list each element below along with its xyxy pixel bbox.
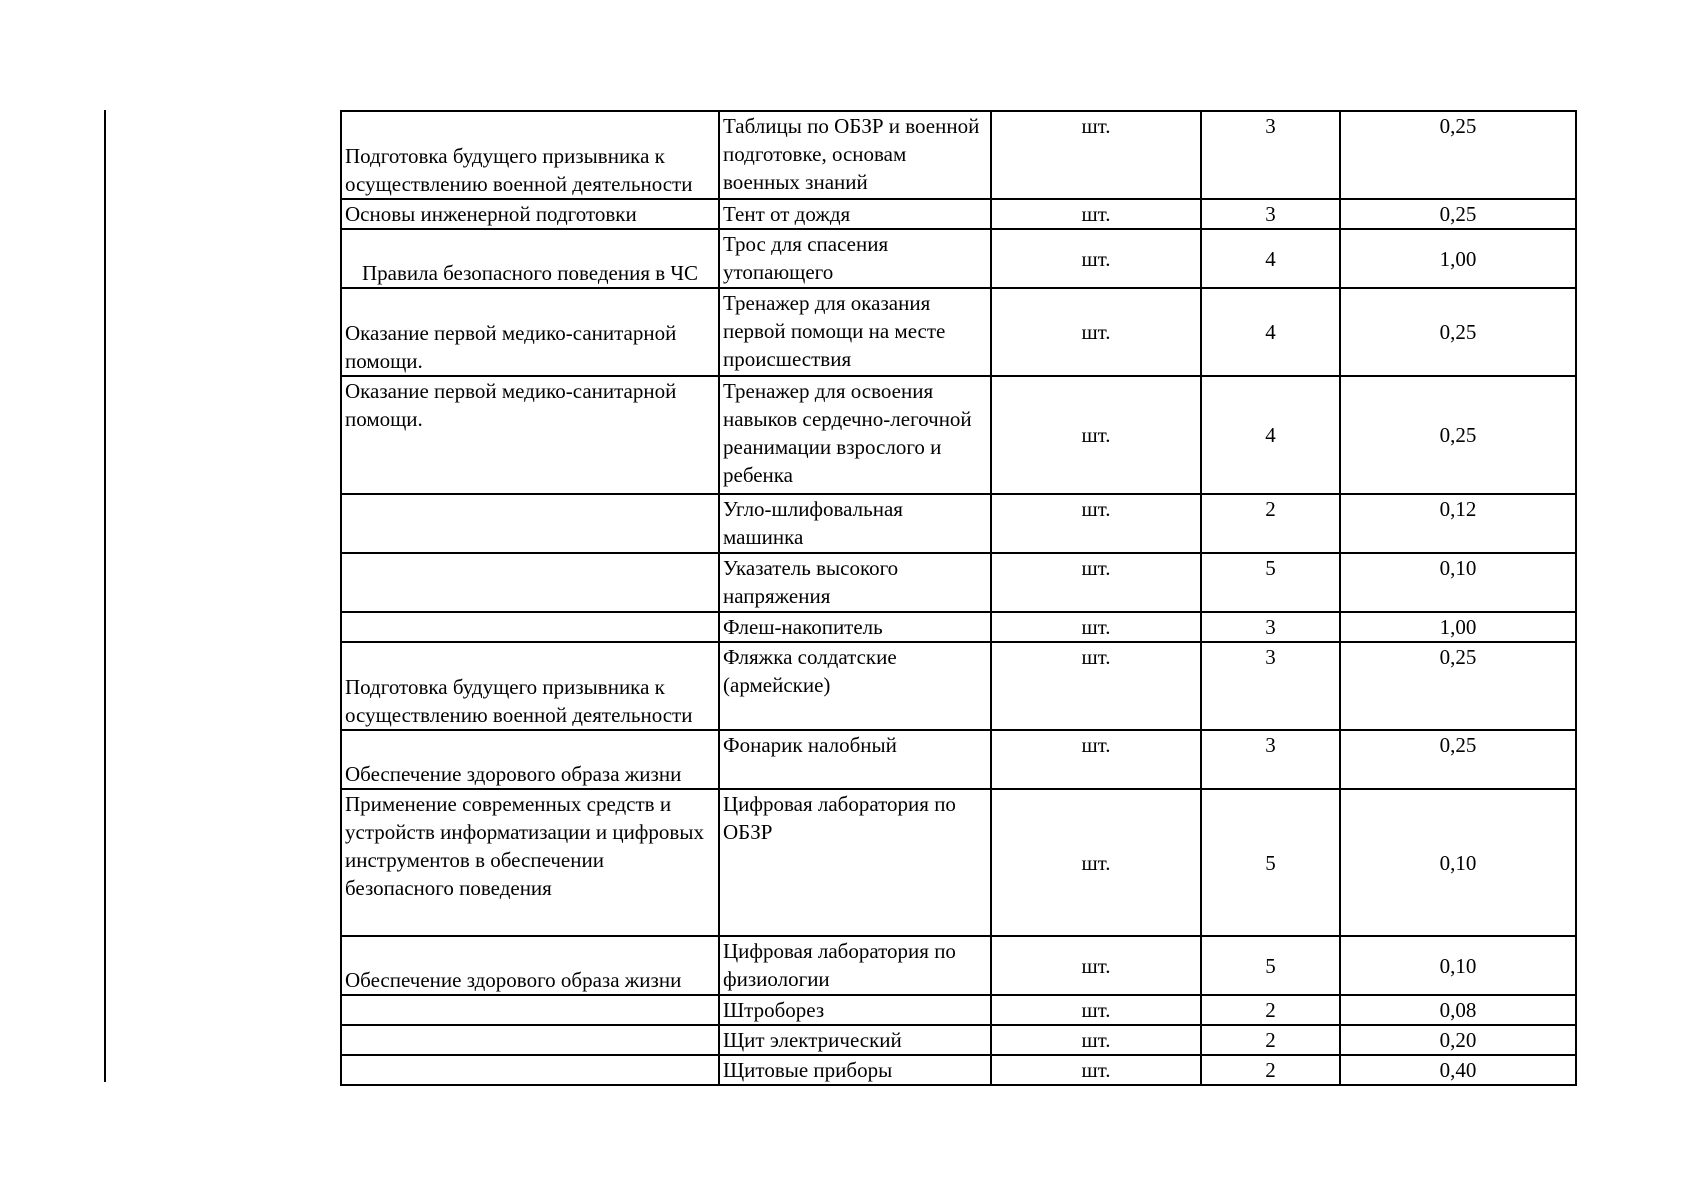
unit-cell: шт.	[991, 229, 1201, 288]
section-cell	[341, 553, 719, 612]
table-row	[341, 612, 1576, 642]
unit-cell: шт.	[991, 376, 1201, 494]
unit-cell: шт.	[991, 1025, 1201, 1055]
coefficient-cell: 0,20	[1340, 1025, 1576, 1055]
item-name-cell: Штроборез	[719, 995, 991, 1025]
quantity-cell: 3	[1201, 111, 1340, 199]
table-row	[341, 494, 1576, 553]
section-cell: Оказание первой медико-санитарной помощи.	[341, 288, 719, 376]
quantity-cell: 3	[1201, 642, 1340, 730]
section-cell	[341, 1055, 719, 1085]
section-cell: Правила безопасного поведения в ЧС	[341, 229, 719, 288]
coefficient-cell: 0,25	[1340, 376, 1576, 494]
item-name-cell: Щитовые приборы	[719, 1055, 991, 1085]
table-row	[341, 1055, 1576, 1085]
quantity-cell: 2	[1201, 995, 1340, 1025]
quantity-cell: 2	[1201, 1055, 1340, 1085]
quantity-cell: 4	[1201, 288, 1340, 376]
unit-cell: шт.	[991, 199, 1201, 229]
section-cell	[341, 494, 719, 553]
item-name-cell: Трос для спасения утопающего	[719, 229, 991, 288]
item-name-cell: Тент от дождя	[719, 199, 991, 229]
section-cell: Оказание первой медико-санитарной помощи.	[341, 376, 719, 494]
item-name-cell: Таблицы по ОБЗР и военной подготовке, основам военных знаний	[719, 111, 991, 199]
unit-cell: шт.	[991, 494, 1201, 553]
item-name-cell: Фонарик налобный	[719, 730, 991, 789]
coefficient-cell: 1,00	[1340, 229, 1576, 288]
coefficient-cell: 0,25	[1340, 288, 1576, 376]
section-cell	[341, 612, 719, 642]
table-row	[341, 229, 1576, 288]
coefficient-cell: 0,25	[1340, 111, 1576, 199]
table-row	[341, 642, 1576, 730]
coefficient-cell: 0,40	[1340, 1055, 1576, 1085]
section-cell: Подготовка будущего призывника к осуществлению военной деятельности	[341, 111, 719, 199]
section-cell: Обеспечение здорового образа жизни	[341, 730, 719, 789]
item-name-cell: Щит электрический	[719, 1025, 991, 1055]
table-row	[341, 111, 1576, 199]
item-name-cell: Тренажер для оказания первой помощи на месте происшествия	[719, 288, 991, 376]
item-name-cell: Угло-шлифовальная машинка	[719, 494, 991, 553]
item-name-cell: Указатель высокого напряжения	[719, 553, 991, 612]
section-cell: Применение современных средств и устройств информатизации и цифровых инструментов в обеспечении безопасного поведения	[341, 789, 719, 936]
section-cell: Основы инженерной подготовки	[341, 199, 719, 229]
table-row	[341, 553, 1576, 612]
table-row	[341, 730, 1576, 789]
coefficient-cell: 0,25	[1340, 642, 1576, 730]
item-name-cell: Цифровая лаборатория по ОБЗР	[719, 789, 991, 936]
section-cell: Подготовка будущего призывника к осуществлению военной деятельности	[341, 642, 719, 730]
table-row	[341, 199, 1576, 229]
section-cell	[341, 995, 719, 1025]
coefficient-cell: 0,08	[1340, 995, 1576, 1025]
quantity-cell: 5	[1201, 936, 1340, 995]
unit-cell: шт.	[991, 995, 1201, 1025]
table-row	[341, 936, 1576, 995]
quantity-cell: 2	[1201, 494, 1340, 553]
quantity-cell: 3	[1201, 199, 1340, 229]
section-cell	[341, 1025, 719, 1055]
quantity-cell: 4	[1201, 376, 1340, 494]
table-row	[341, 789, 1576, 936]
item-name-cell: Цифровая лаборатория по физиологии	[719, 936, 991, 995]
coefficient-cell: 0,10	[1340, 789, 1576, 936]
unit-cell: шт.	[991, 1055, 1201, 1085]
item-name-cell: Фляжка солдатские (армейские)	[719, 642, 991, 730]
unit-cell: шт.	[991, 642, 1201, 730]
unit-cell: шт.	[991, 789, 1201, 936]
quantity-cell: 4	[1201, 229, 1340, 288]
page-margin-line	[104, 110, 106, 1082]
quantity-cell: 5	[1201, 553, 1340, 612]
table-row	[341, 288, 1576, 376]
coefficient-cell: 0,12	[1340, 494, 1576, 553]
item-name-cell: Тренажер для освоения навыков сердечно-легочной реанимации взрослого и ребенка	[719, 376, 991, 494]
quantity-cell: 3	[1201, 730, 1340, 789]
table-row	[341, 995, 1576, 1025]
unit-cell: шт.	[991, 730, 1201, 789]
unit-cell: шт.	[991, 111, 1201, 199]
coefficient-cell: 0,10	[1340, 553, 1576, 612]
coefficient-cell: 0,10	[1340, 936, 1576, 995]
unit-cell: шт.	[991, 936, 1201, 995]
quantity-cell: 3	[1201, 612, 1340, 642]
unit-cell: шт.	[991, 612, 1201, 642]
table-row	[341, 376, 1576, 494]
quantity-cell: 5	[1201, 789, 1340, 936]
table-row	[341, 1025, 1576, 1055]
item-name-cell: Флеш-накопитель	[719, 612, 991, 642]
unit-cell: шт.	[991, 553, 1201, 612]
coefficient-cell: 1,00	[1340, 612, 1576, 642]
unit-cell: шт.	[991, 288, 1201, 376]
coefficient-cell: 0,25	[1340, 730, 1576, 789]
quantity-cell: 2	[1201, 1025, 1340, 1055]
equipment-table	[340, 110, 1577, 1086]
section-cell: Обеспечение здорового образа жизни	[341, 936, 719, 995]
coefficient-cell: 0,25	[1340, 199, 1576, 229]
